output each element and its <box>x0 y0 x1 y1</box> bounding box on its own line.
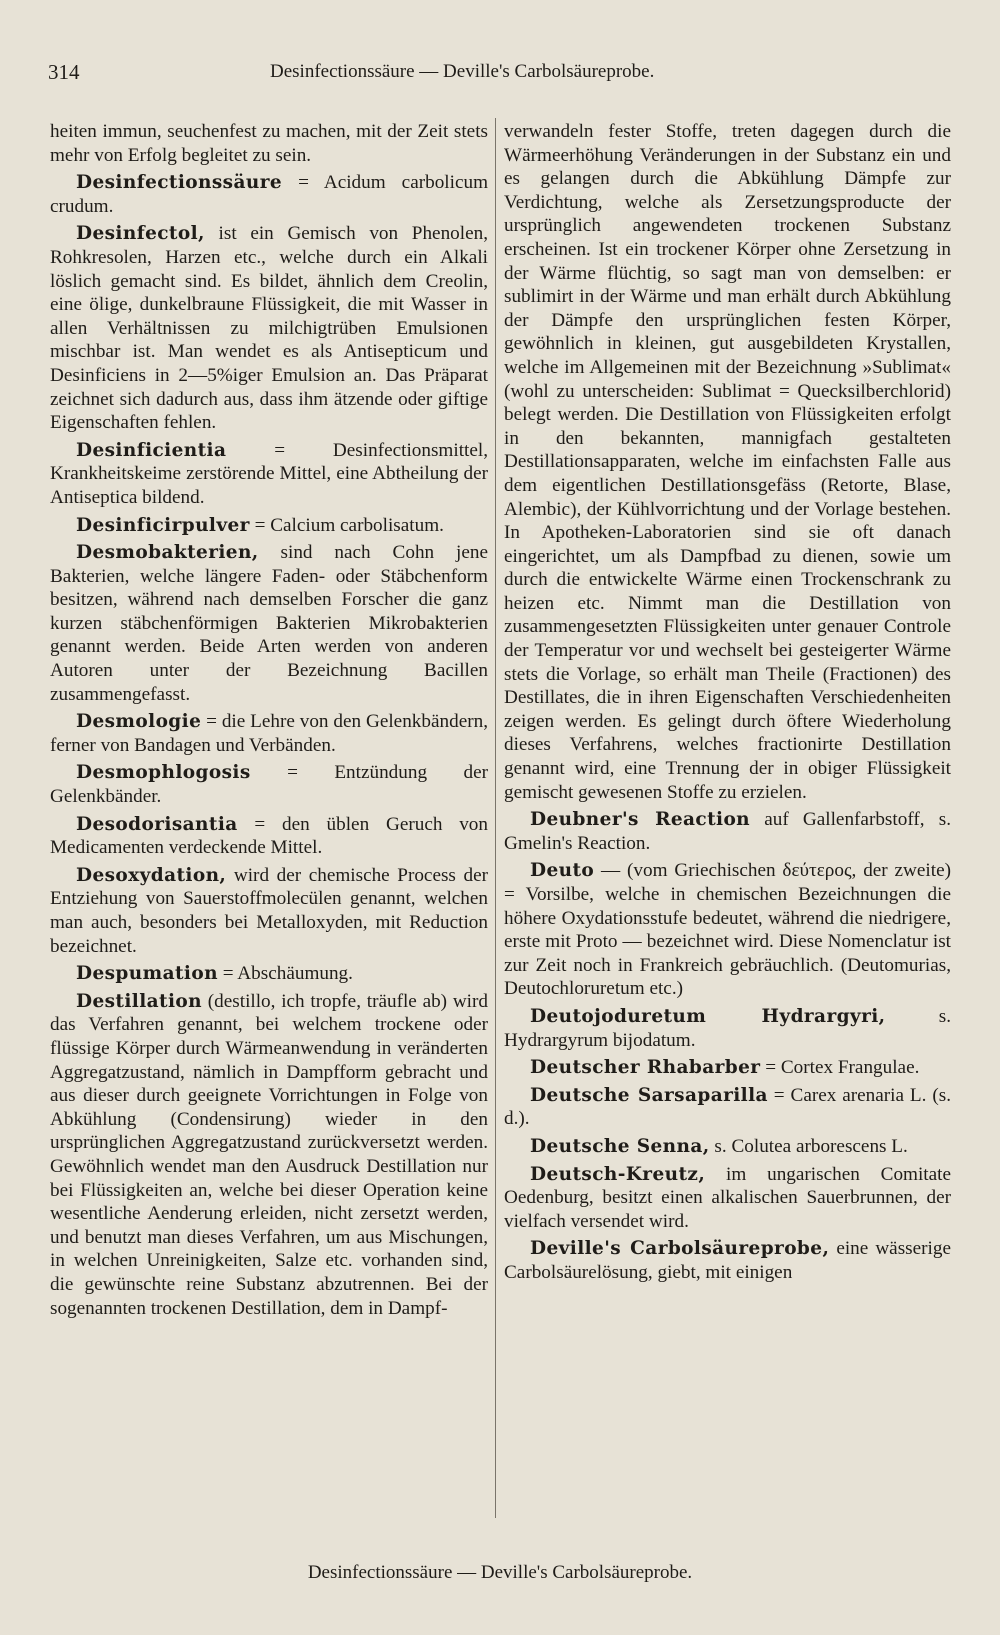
dictionary-entry <box>50 541 488 706</box>
dictionary-entry <box>50 761 488 808</box>
entry-text: im ungarischen Comitate Oedenburg, besitzt einen alkalischen Sauerbrunnen, der vielfach versendet wird. <box>504 1163 951 1232</box>
entry-text: ist ein Gemisch von Phenolen, Rohkresolen, Harzen etc., welche durch ein Alkali löslich gemacht sind. Es bildet, ähnlich dem Creolin, eine ölige, dunkelbraune Flüssigkeit, die mit Wasser in allen Verhältnissen zu milchigtrüben Emulsionen mischbar ist. Man wendet es als Antisepticum und Desinficiens in 2—5%iger Emulsion an. Das Präparat zeichnet sich dadurch aus, dass ihm ätzende oder giftige Eigenschaften fehlen. <box>50 223 488 434</box>
right-column <box>504 120 951 1530</box>
entry-text: s. Colutea arborescens L. <box>709 1135 908 1157</box>
dictionary-entry <box>504 1056 951 1080</box>
dictionary-entry <box>504 1135 951 1159</box>
entry-headword: Desmophlogosis <box>76 762 251 784</box>
entry-headword: Deutsche Senna, <box>530 1135 710 1157</box>
entry-headword: Deutojoduretum Hydrargyri, <box>530 1005 886 1027</box>
entry-headword: Desinficirpulver <box>76 514 250 536</box>
dictionary-entry <box>504 1163 951 1234</box>
dictionary-entry <box>50 813 488 860</box>
entry-headword: Desinficientia <box>76 439 227 461</box>
left-column <box>50 120 488 1530</box>
entry-text: eine wässerige Carbolsäurelösung, giebt, mit einigen <box>504 1238 951 1283</box>
entry-headword: Desmologie <box>76 711 202 733</box>
column-divider <box>495 118 496 1518</box>
entry-text: s. Hydrargyrum bijodatum. <box>504 1005 951 1051</box>
entry-text: heiten immun, seuchenfest zu machen, mit der Zeit stets mehr von Erfolg begleitet zu sein. <box>50 121 488 166</box>
entry-headword: Deutsch-Kreutz, <box>530 1163 706 1185</box>
entry-headword: Deutscher Rhabarber <box>530 1057 761 1079</box>
entry-headword: Desodorisantia <box>76 813 238 835</box>
dictionary-entry <box>504 120 951 804</box>
dictionary-entry <box>50 710 488 757</box>
page-number: 314 <box>48 60 80 84</box>
entry-text: verwandeln fester Stoffe, treten dagegen durch die Wärmeerhöhung Veränderungen in der Substanz ein und es gelangen durch die Abkühlung Dämpfe zur Verdichtung, welche als Zersetzungsproducte der ursprünglich angewendeten trockenen Substanz erscheinen. Ist ein trockener Körper ohne Zersetzung in der Wärme flüchtig, so sagt man von demselben: er sublimirt in der Wärme und man erhält durch Abkühlung der Dämpfe den ursprünglichen festen Körper, gewöhnlich in kleinen, gut ausgebildeten Krystallen, welche im Allgemeinen mit der Bezeichnung »Sublimat« (wohl zu unterscheiden: Sublimat = Quecksilberchlorid) belegt werden. Die Destillation von Flüssigkeiten erfolgt in den bekannten, mannigfach gestalteten Destillationsapparaten, welche im einfachsten Falle aus dem eigentlichen Destillationsgefäss (Retorte, Blase, Alembic), der Kühlvorrichtung und der Vorlage bestehen. In Apotheken-Laboratorien sind sie oft danach eingerichtet, um als Dampfbad zu dienen, sowie um durch die entwickelte Wärme einen Trockenschrank zu heizen etc. Nimmt man die Destillation von zusammengesetzten Flüssigkeiten unter genauer Controle der Temperatur vor und wechselt bei gesteigerter Wärme stets die Vorlage, so erhält man Theile (Fractionen) des Destillates, die in ihren Eigenschaften Verschiedenheiten zeigen werden. Es gelingt durch öftere Wiederholung dieses Verfahrens, welches fractionirte Destillation genannt wird, eine Trennung der in obiger Flüssigkeit gemischt gewesenen Stoffe zu erzielen. <box>504 121 951 803</box>
dictionary-entry <box>504 859 951 1001</box>
dictionary-entry <box>50 990 488 1320</box>
dictionary-entry <box>50 514 488 538</box>
dictionary-entry <box>50 864 488 958</box>
dictionary-entry <box>50 439 488 510</box>
entry-headword: Desmobakterien, <box>76 542 259 564</box>
entry-headword: Desoxydation, <box>76 864 227 886</box>
entry-text: = Calcium carbolisatum. <box>249 514 444 536</box>
entry-headword: Deubner's Reaction <box>530 809 751 831</box>
dictionary-entry <box>50 962 488 986</box>
running-title: Desinfectionssäure — Deville's Carbolsäureprobe. <box>270 61 655 82</box>
entry-text: = den üblen Geruch von Medicamenten verdeckende Mittel. <box>50 813 488 859</box>
entry-text: = die Lehre von den Gelenkbändern, ferner von Bandagen und Verbänden. <box>50 711 488 756</box>
page-footer: Desinfectionssäure — Deville's Carbolsäureprobe. <box>307 1562 693 1583</box>
dictionary-entry <box>504 808 951 855</box>
entry-text: (destillo, ich tropfe, träufle ab) wird das Verfahren genannt, bei welchem trockene oder flüssige Körper durch Wärmeanwendung in veränderten Aggregatzustand, nämlich in Dampfform gebracht und aus dieser durch geeignete Vorrichtungen in Folge von Abkühlung (Condensirung) wieder in den ursprünglichen Aggregatzustand zurückversetzt werden. Gewöhnlich wendet man den Ausdruck Destillation nur bei Flüssigkeiten an, welche bei dieser Operation keine wesentliche Aenderung erleiden, nicht zersetzt werden, und benutzt man dieses Verfahren, um aus Mischungen, in welchen Unreinigkeiten, Salze etc. vorhanden sind, die gewünschte reine Substanz abzutrennen. Bei der sogenannten trockenen Destillation, dem in Dampf- <box>50 990 488 1319</box>
entry-text: = Desinfectionsmittel, Krankheitskeime zerstörende Mittel, eine Abtheilung der Antiseptica bildend. <box>50 439 488 508</box>
entry-text: sind nach Cohn jene Bakterien, welche längere Faden- oder Stäbchenform besitzen, während nach demselben Forscher die ganz kurzen stäbchenförmigen Bakterien Mikrobakterien genannt werden. Beide Arten werden von anderen Autoren unter der Bezeichnung Bacillen zusammengefasst. <box>50 542 488 705</box>
entry-text: = Carex arenaria L. (s. d.). <box>504 1084 951 1130</box>
entry-text: = Acidum carbolicum crudum. <box>50 172 488 217</box>
entry-text: = Abschäumung. <box>217 963 353 985</box>
entry-text: wird der chemische Process der Entziehung von Sauerstoffmolecülen genannt, welchen man auch, besonders bei Metalloxyden, mit Reduction bezeichnet. <box>50 864 488 957</box>
entry-text: = Entzündung der Gelenkbänder. <box>50 762 488 808</box>
dictionary-entry <box>504 1005 951 1052</box>
entry-headword: Desinfectionssäure <box>76 172 283 194</box>
entry-headword: Deuto <box>530 860 595 882</box>
entry-headword: Despumation <box>76 963 218 985</box>
dictionary-entry <box>50 171 488 218</box>
entry-text: = Cortex Frangulae. <box>760 1057 920 1079</box>
entry-text: — (vom Griechischen δεύτερος, der zweite) = Vorsilbe, welche in chemischen Bezeichnungen die höhere Oxydationsstufe bedeutet, während die niedrigere, erste mit Proto — bezeichnet wird. Diese Nomenclatur ist zur Zeit noch in Frankreich gebräuchlich. (Deutomurias, Deutochloruretum etc.) <box>504 860 951 1000</box>
entry-headword: Desinfectol, <box>76 223 205 245</box>
entry-text: auf Gallenfarbstoff, s. Gmelin's Reaction. <box>504 809 951 854</box>
dictionary-entry <box>50 222 488 434</box>
dictionary-entry <box>504 1237 951 1284</box>
dictionary-entry <box>50 120 488 167</box>
entry-headword: Destillation <box>76 990 203 1012</box>
dictionary-entry <box>504 1084 951 1131</box>
entry-headword: Deutsche Sarsaparilla <box>530 1084 768 1106</box>
entry-headword: Deville's Carbolsäureprobe, <box>530 1238 830 1260</box>
running-head <box>48 60 960 88</box>
